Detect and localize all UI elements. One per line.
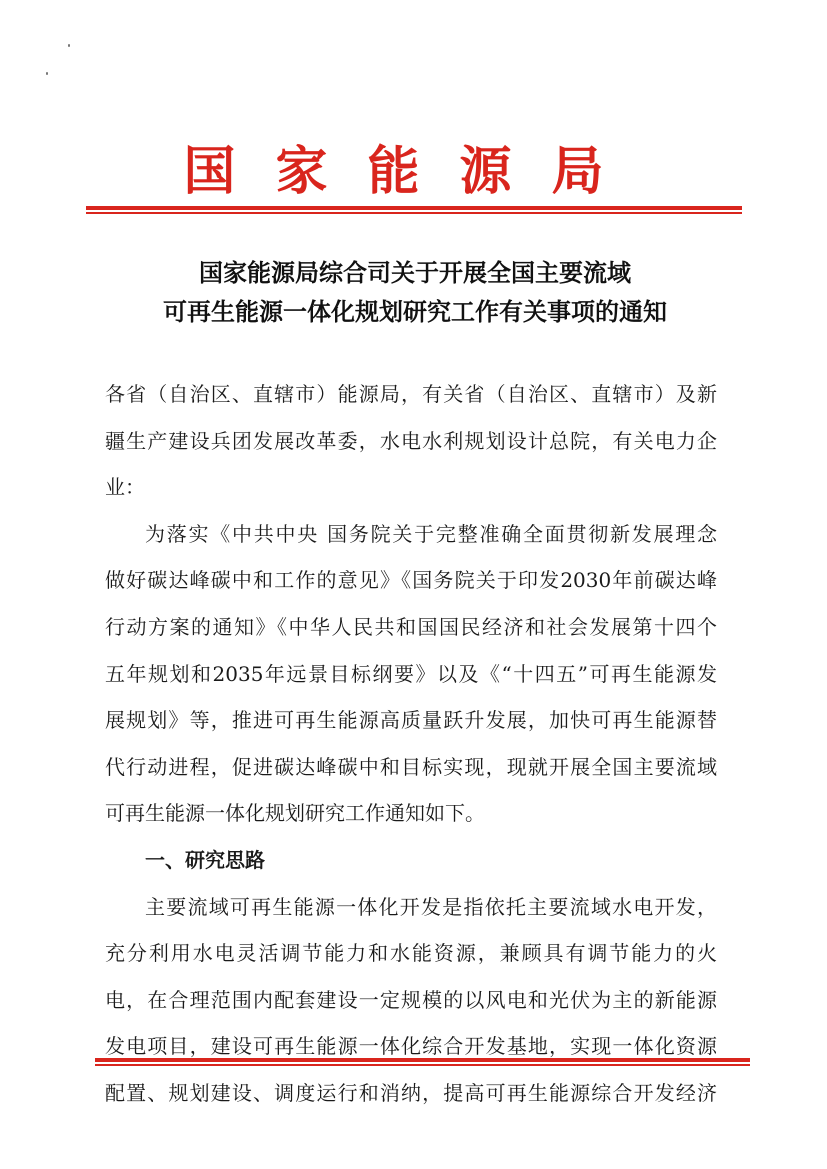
body-paragraph-line: 可再生能源一体化规划研究工作通知如下。 (105, 801, 485, 825)
body-paragraph-line: 主要流域可再生能源一体化开发是指依托主要流域水电开发， (145, 895, 717, 919)
salutation-line: 业： (105, 475, 145, 499)
scan-speck (46, 72, 48, 75)
body-paragraph-line: 五年规划和2035年远景目标纲要》以及《“十四五”可再生能源发 (105, 662, 717, 686)
letterhead-org-name: 国家能源局 (183, 141, 644, 202)
body-paragraph-line: 电，在合理范围内配套建设一定规模的以风电和光伏为主的新能源 (105, 988, 717, 1012)
body-paragraph-line: 充分利用水电灵活调节能力和水能资源，兼顾具有调节能力的火 (105, 941, 717, 965)
scan-speck (68, 44, 70, 47)
letterhead-red-rule (86, 206, 742, 214)
body-paragraph-line: 行动方案的通知》《中华人民共和国国民经济和社会发展第十四个 (105, 615, 717, 639)
body-paragraph-line: 代行动进程，促进碳达峰碳中和目标实现，现就开展全国主要流域 (105, 755, 717, 779)
section-heading: 一、研究思路 (145, 848, 265, 872)
body-paragraph-line: 配置、规划建设、调度运行和消纳，提高可再生能源综合开发经济 (105, 1081, 717, 1105)
salutation-line: 各省（自治区、直辖市）能源局，有关省（自治区、直辖市）及新 (105, 382, 717, 406)
salutation-line: 疆生产建设兵团发展改革委，水电水利规划设计总院，有关电力企 (105, 429, 717, 453)
document-title-line-1: 国家能源局综合司关于开展全国主要流域 (199, 258, 631, 287)
body-paragraph-line: 为落实《中共中央 国务院关于完整准确全面贯彻新发展理念 (145, 522, 717, 546)
body-paragraph-line: 发电项目，建设可再生能源一体化综合开发基地，实现一体化资源 (105, 1034, 717, 1058)
body-paragraph-line: 展规划》等，推进可再生能源高质量跃升发展，加快可再生能源替 (105, 708, 717, 732)
document-title-line-2: 可再生能源一体化规划研究工作有关事项的通知 (163, 297, 667, 326)
body-paragraph-line: 做好碳达峰碳中和工作的意见》《国务院关于印发2030年前碳达峰 (105, 568, 717, 592)
